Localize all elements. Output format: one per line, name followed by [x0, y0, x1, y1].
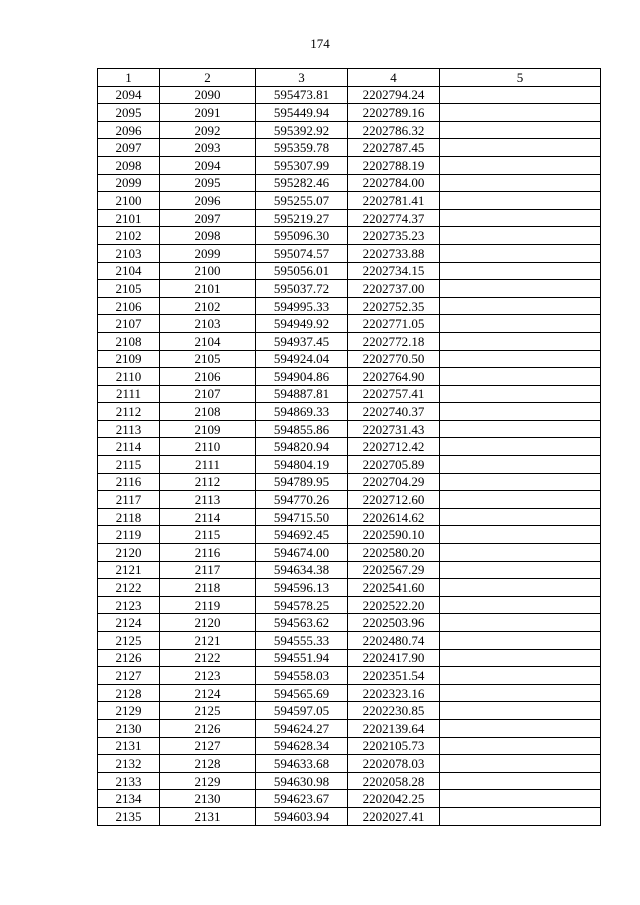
table-cell-col-2: 2130 [160, 790, 256, 808]
table-cell-col-5 [440, 297, 601, 315]
table-cell-col-5 [440, 737, 601, 755]
table-cell-col-5 [440, 579, 601, 597]
table-row [98, 420, 601, 438]
table-cell-col-2: 2104 [160, 332, 256, 350]
table-cell-col-5 [440, 702, 601, 720]
table-row [98, 350, 601, 368]
table-cell-col-3: 594949.92 [256, 315, 348, 333]
table-cell-col-1: 2101 [98, 209, 160, 227]
table-cell-col-2: 2122 [160, 649, 256, 667]
table-cell-col-3: 594565.69 [256, 684, 348, 702]
table-cell-col-4: 2202784.00 [348, 174, 440, 192]
table-cell-col-4: 2202774.37 [348, 209, 440, 227]
table-cell-col-2: 2103 [160, 315, 256, 333]
table-cell-col-3: 594674.00 [256, 544, 348, 562]
table-cell-col-4: 2202614.62 [348, 508, 440, 526]
table-row [98, 403, 601, 421]
table-cell-col-1: 2131 [98, 737, 160, 755]
table-row [98, 156, 601, 174]
table-cell-col-2: 2097 [160, 209, 256, 227]
table-cell-col-4: 2202712.42 [348, 438, 440, 456]
table-row [98, 139, 601, 157]
table-cell-col-4: 2202541.60 [348, 579, 440, 597]
table-header-row [98, 69, 601, 87]
table-cell-col-4: 2202027.41 [348, 807, 440, 825]
table-cell-col-3: 594596.13 [256, 579, 348, 597]
table-row [98, 280, 601, 298]
table-cell-col-2: 2115 [160, 526, 256, 544]
table-row [98, 297, 601, 315]
table-cell-col-3: 594887.81 [256, 385, 348, 403]
table-cell-col-3: 594555.33 [256, 632, 348, 650]
table-row [98, 596, 601, 614]
page-number: 174 [310, 36, 330, 51]
table-cell-col-2: 2099 [160, 244, 256, 262]
table-row [98, 209, 601, 227]
table-cell-col-2: 2091 [160, 104, 256, 122]
table-cell-col-1: 2128 [98, 684, 160, 702]
table-cell-col-4: 2202522.20 [348, 596, 440, 614]
table-cell-col-3: 594715.50 [256, 508, 348, 526]
table-cell-col-2: 2119 [160, 596, 256, 614]
table-row [98, 368, 601, 386]
table-cell-col-5 [440, 667, 601, 685]
table-row [98, 262, 601, 280]
table-cell-col-2: 2118 [160, 579, 256, 597]
table-cell-col-4: 2202323.16 [348, 684, 440, 702]
table-cell-col-3: 594551.94 [256, 649, 348, 667]
table-cell-col-1: 2129 [98, 702, 160, 720]
table-cell-col-5 [440, 104, 601, 122]
table-cell-col-1: 2094 [98, 86, 160, 104]
table-row [98, 473, 601, 491]
column-header-2: 2 [160, 69, 256, 87]
table-cell-col-3: 594995.33 [256, 297, 348, 315]
table-cell-col-5 [440, 438, 601, 456]
table-cell-col-4: 2202712.60 [348, 491, 440, 509]
table-cell-col-1: 2118 [98, 508, 160, 526]
table-cell-col-5 [440, 561, 601, 579]
table-cell-col-3: 594578.25 [256, 596, 348, 614]
table-row [98, 526, 601, 544]
table-cell-col-4: 2202735.23 [348, 227, 440, 245]
table-cell-col-4: 2202752.35 [348, 297, 440, 315]
table-cell-col-4: 2202230.85 [348, 702, 440, 720]
table-cell-col-5 [440, 790, 601, 808]
table-cell-col-4: 2202764.90 [348, 368, 440, 386]
table-cell-col-4: 2202788.19 [348, 156, 440, 174]
table-cell-col-1: 2102 [98, 227, 160, 245]
table-cell-col-1: 2097 [98, 139, 160, 157]
table-cell-col-2: 2092 [160, 121, 256, 139]
table-row [98, 121, 601, 139]
table-cell-col-2: 2127 [160, 737, 256, 755]
table-cell-col-5 [440, 508, 601, 526]
table-cell-col-3: 594634.38 [256, 561, 348, 579]
table-cell-col-3: 595392.92 [256, 121, 348, 139]
table-cell-col-2: 2100 [160, 262, 256, 280]
table-row [98, 702, 601, 720]
table-cell-col-4: 2202731.43 [348, 420, 440, 438]
table-cell-col-2: 2128 [160, 755, 256, 773]
table-cell-col-4: 2202757.41 [348, 385, 440, 403]
table-cell-col-3: 594804.19 [256, 456, 348, 474]
table-cell-col-5 [440, 350, 601, 368]
table-cell-col-1: 2100 [98, 192, 160, 210]
table-cell-col-1: 2119 [98, 526, 160, 544]
table-cell-col-3: 594937.45 [256, 332, 348, 350]
table-cell-col-1: 2121 [98, 561, 160, 579]
table-row [98, 332, 601, 350]
table-cell-col-2: 2108 [160, 403, 256, 421]
table-cell-col-3: 594633.68 [256, 755, 348, 773]
table-cell-col-3: 594924.04 [256, 350, 348, 368]
table-row [98, 667, 601, 685]
table-cell-col-1: 2104 [98, 262, 160, 280]
table-cell-col-2: 2129 [160, 772, 256, 790]
table-row [98, 544, 601, 562]
table-cell-col-3: 595282.46 [256, 174, 348, 192]
table-row [98, 561, 601, 579]
table-row [98, 456, 601, 474]
table-cell-col-2: 2114 [160, 508, 256, 526]
table-cell-col-2: 2102 [160, 297, 256, 315]
table-cell-col-1: 2124 [98, 614, 160, 632]
table-cell-col-4: 2202771.05 [348, 315, 440, 333]
table-cell-col-2: 2113 [160, 491, 256, 509]
table-cell-col-2: 2105 [160, 350, 256, 368]
table-cell-col-4: 2202058.28 [348, 772, 440, 790]
table-cell-col-1: 2109 [98, 350, 160, 368]
table-cell-col-2: 2116 [160, 544, 256, 562]
table-cell-col-5 [440, 209, 601, 227]
table-row [98, 86, 601, 104]
table-cell-col-3: 594603.94 [256, 807, 348, 825]
table-cell-col-5 [440, 174, 601, 192]
table-row [98, 632, 601, 650]
table-cell-col-2: 2106 [160, 368, 256, 386]
table-cell-col-4: 2202580.20 [348, 544, 440, 562]
table-cell-col-4: 2202734.15 [348, 262, 440, 280]
table-cell-col-2: 2125 [160, 702, 256, 720]
table-cell-col-2: 2095 [160, 174, 256, 192]
table-cell-col-4: 2202503.96 [348, 614, 440, 632]
table-cell-col-3: 595255.07 [256, 192, 348, 210]
table-cell-col-5 [440, 262, 601, 280]
table-cell-col-4: 2202781.41 [348, 192, 440, 210]
table-cell-col-2: 2111 [160, 456, 256, 474]
table-cell-col-1: 2098 [98, 156, 160, 174]
table-row [98, 192, 601, 210]
table-cell-col-3: 594904.86 [256, 368, 348, 386]
table-row [98, 227, 601, 245]
table-cell-col-2: 2094 [160, 156, 256, 174]
table-cell-col-4: 2202590.10 [348, 526, 440, 544]
table-cell-col-3: 594624.27 [256, 719, 348, 737]
column-header-1: 1 [98, 69, 160, 87]
table-cell-col-1: 2130 [98, 719, 160, 737]
table-cell-col-1: 2134 [98, 790, 160, 808]
table-cell-col-1: 2117 [98, 491, 160, 509]
table-row [98, 649, 601, 667]
table-row [98, 790, 601, 808]
table-cell-col-5 [440, 614, 601, 632]
table-cell-col-2: 2123 [160, 667, 256, 685]
table-cell-col-5 [440, 192, 601, 210]
table-cell-col-1: 2133 [98, 772, 160, 790]
table-cell-col-3: 595074.57 [256, 244, 348, 262]
table-cell-col-1: 2123 [98, 596, 160, 614]
table-cell-col-5 [440, 772, 601, 790]
table-cell-col-2: 2131 [160, 807, 256, 825]
table-cell-col-4: 2202740.37 [348, 403, 440, 421]
table-cell-col-4: 2202417.90 [348, 649, 440, 667]
table-cell-col-5 [440, 544, 601, 562]
table-cell-col-4: 2202567.29 [348, 561, 440, 579]
table-cell-col-3: 594597.05 [256, 702, 348, 720]
table-cell-col-5 [440, 244, 601, 262]
table-cell-col-4: 2202351.54 [348, 667, 440, 685]
table-cell-col-3: 595096.30 [256, 227, 348, 245]
table-cell-col-2: 2109 [160, 420, 256, 438]
table-cell-col-4: 2202704.29 [348, 473, 440, 491]
table-cell-col-3: 594563.62 [256, 614, 348, 632]
table-cell-col-5 [440, 86, 601, 104]
table-cell-col-1: 2115 [98, 456, 160, 474]
table-cell-col-1: 2105 [98, 280, 160, 298]
table-row [98, 174, 601, 192]
table-cell-col-2: 2120 [160, 614, 256, 632]
table-cell-col-1: 2103 [98, 244, 160, 262]
table-row [98, 438, 601, 456]
table-cell-col-3: 594558.03 [256, 667, 348, 685]
table-cell-col-1: 2106 [98, 297, 160, 315]
coordinates-table [97, 68, 601, 826]
table-cell-col-3: 594630.98 [256, 772, 348, 790]
table-cell-col-2: 2093 [160, 139, 256, 157]
table-cell-col-1: 2107 [98, 315, 160, 333]
table-row [98, 737, 601, 755]
column-header-4: 4 [348, 69, 440, 87]
table-cell-col-4: 2202737.00 [348, 280, 440, 298]
table-cell-col-4: 2202078.03 [348, 755, 440, 773]
table-cell-col-1: 2135 [98, 807, 160, 825]
table-body [98, 86, 601, 825]
table-cell-col-4: 2202772.18 [348, 332, 440, 350]
table-cell-col-3: 594855.86 [256, 420, 348, 438]
table-cell-col-2: 2110 [160, 438, 256, 456]
table-cell-col-1: 2112 [98, 403, 160, 421]
table-cell-col-5 [440, 526, 601, 544]
table-row [98, 684, 601, 702]
table-row [98, 491, 601, 509]
table-cell-col-3: 595037.72 [256, 280, 348, 298]
table-cell-col-5 [440, 280, 601, 298]
table-row [98, 385, 601, 403]
table-cell-col-5 [440, 755, 601, 773]
table-cell-col-1: 2122 [98, 579, 160, 597]
table-cell-col-5 [440, 649, 601, 667]
table-cell-col-5 [440, 403, 601, 421]
table-cell-col-3: 594623.67 [256, 790, 348, 808]
table-cell-col-3: 595359.78 [256, 139, 348, 157]
table-cell-col-4: 2202733.88 [348, 244, 440, 262]
table-cell-col-5 [440, 121, 601, 139]
table-cell-col-1: 2096 [98, 121, 160, 139]
table-cell-col-1: 2114 [98, 438, 160, 456]
table-cell-col-5 [440, 156, 601, 174]
table-cell-col-4: 2202139.64 [348, 719, 440, 737]
table-cell-col-5 [440, 632, 601, 650]
table-cell-col-3: 595473.81 [256, 86, 348, 104]
table-row [98, 244, 601, 262]
table-cell-col-4: 2202705.89 [348, 456, 440, 474]
table-cell-col-2: 2107 [160, 385, 256, 403]
table-cell-col-5 [440, 473, 601, 491]
table-cell-col-5 [440, 420, 601, 438]
table-cell-col-5 [440, 491, 601, 509]
table-cell-col-4: 2202042.25 [348, 790, 440, 808]
table-row [98, 755, 601, 773]
table-cell-col-3: 595056.01 [256, 262, 348, 280]
table-cell-col-5 [440, 684, 601, 702]
table-cell-col-2: 2117 [160, 561, 256, 579]
table-cell-col-1: 2132 [98, 755, 160, 773]
table-cell-col-1: 2113 [98, 420, 160, 438]
table-cell-col-5 [440, 456, 601, 474]
table-cell-col-1: 2125 [98, 632, 160, 650]
table-cell-col-5 [440, 368, 601, 386]
table-cell-col-5 [440, 332, 601, 350]
table-cell-col-4: 2202787.45 [348, 139, 440, 157]
table-cell-col-4: 2202794.24 [348, 86, 440, 104]
table-cell-col-5 [440, 139, 601, 157]
column-header-5: 5 [440, 69, 601, 87]
column-header-3: 3 [256, 69, 348, 87]
table-cell-col-3: 595449.94 [256, 104, 348, 122]
table-cell-col-3: 594628.34 [256, 737, 348, 755]
table-cell-col-3: 594820.94 [256, 438, 348, 456]
table-cell-col-2: 2101 [160, 280, 256, 298]
table-cell-col-2: 2112 [160, 473, 256, 491]
table-cell-col-3: 594692.45 [256, 526, 348, 544]
table-cell-col-1: 2126 [98, 649, 160, 667]
table-cell-col-1: 2095 [98, 104, 160, 122]
table-cell-col-1: 2116 [98, 473, 160, 491]
table-cell-col-5 [440, 227, 601, 245]
table-cell-col-1: 2108 [98, 332, 160, 350]
table-cell-col-5 [440, 719, 601, 737]
table-cell-col-1: 2127 [98, 667, 160, 685]
table-row [98, 315, 601, 333]
table-cell-col-3: 595307.99 [256, 156, 348, 174]
table-cell-col-2: 2126 [160, 719, 256, 737]
table-cell-col-5 [440, 315, 601, 333]
table-row [98, 104, 601, 122]
table-cell-col-5 [440, 807, 601, 825]
table-cell-col-3: 594869.33 [256, 403, 348, 421]
table-cell-col-2: 2098 [160, 227, 256, 245]
table-row [98, 807, 601, 825]
table-cell-col-3: 595219.27 [256, 209, 348, 227]
table-row [98, 508, 601, 526]
table-cell-col-2: 2090 [160, 86, 256, 104]
table-row [98, 614, 601, 632]
table-row [98, 772, 601, 790]
table-cell-col-5 [440, 596, 601, 614]
table-cell-col-2: 2096 [160, 192, 256, 210]
table-cell-col-1: 2120 [98, 544, 160, 562]
table-cell-col-4: 2202770.50 [348, 350, 440, 368]
table-cell-col-1: 2111 [98, 385, 160, 403]
table-cell-col-4: 2202480.74 [348, 632, 440, 650]
table-row [98, 719, 601, 737]
table-cell-col-1: 2099 [98, 174, 160, 192]
table-cell-col-2: 2121 [160, 632, 256, 650]
table-cell-col-1: 2110 [98, 368, 160, 386]
table-cell-col-3: 594789.95 [256, 473, 348, 491]
table-row [98, 579, 601, 597]
table-cell-col-2: 2124 [160, 684, 256, 702]
table-cell-col-3: 594770.26 [256, 491, 348, 509]
table-cell-col-4: 2202105.73 [348, 737, 440, 755]
table-cell-col-5 [440, 385, 601, 403]
table-cell-col-4: 2202786.32 [348, 121, 440, 139]
table-cell-col-4: 2202789.16 [348, 104, 440, 122]
